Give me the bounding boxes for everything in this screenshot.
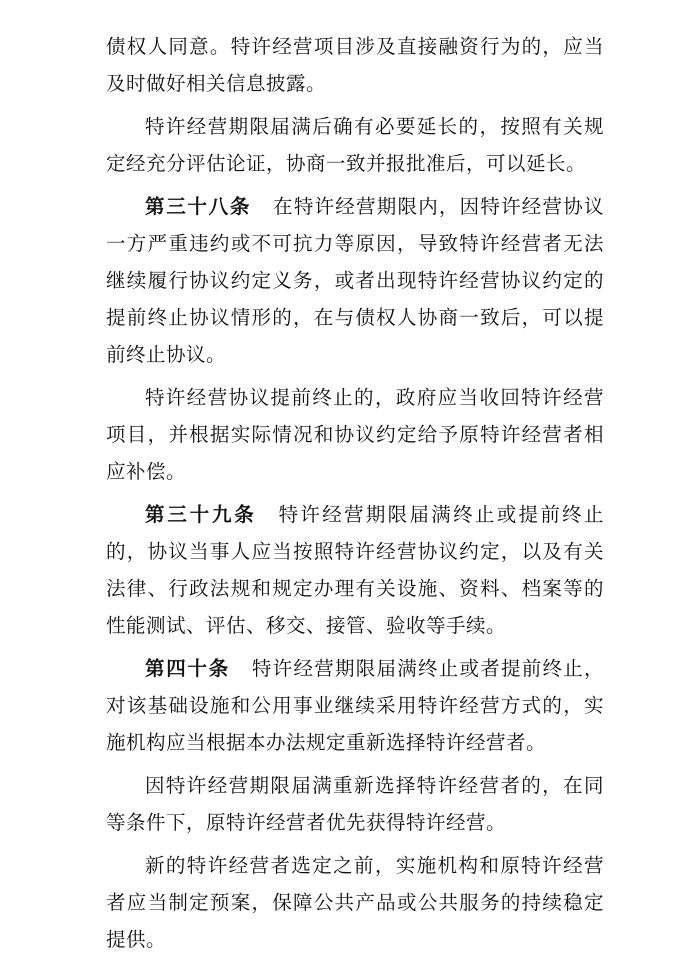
paragraph-text: 新的特许经营者选定之前，实施机构和原特许经营者应当制定预案，保障公共产品或公共服务的持续稳定提供。	[106, 854, 604, 951]
paragraph-priority	[106, 767, 604, 841]
article-38	[106, 188, 604, 373]
paragraph-text: 特许经营期限届满终止或者提前终止，对该基础设施和公用事业继续采用特许经营方式的，实施机构应当根据本办法规定重新选择特许经营者。	[106, 657, 604, 754]
paragraph-text: 因特许经营期限届满重新选择特许经营者的，在同等条件下，原特许经营者优先获得特许经营。	[106, 774, 604, 834]
paragraph-text: 特许经营期限届满后确有必要延长的，按照有关规定经充分评估论证，协商一致并报批准后，可以延长。	[106, 115, 604, 175]
paragraph-early-termination	[106, 379, 604, 490]
article-40	[106, 650, 604, 761]
article-heading: 第四十条	[145, 657, 230, 680]
paragraph-extension	[106, 108, 604, 182]
paragraph-text: 特许经营协议提前终止的，政府应当收回特许经营项目，并根据实际情况和协议约定给予原特许经营者相应补偿。	[106, 386, 604, 483]
paragraph-text: 债权人同意。特许经营项目涉及直接融资行为的，应当及时做好相关信息披露。	[106, 35, 604, 95]
article-heading: 第三十八条	[145, 195, 252, 218]
paragraph-contingency	[106, 847, 604, 958]
paragraph-text: 特许经营期限届满终止或提前终止的，协议当事人应当按照特许经营协议约定，以及有关法律、行政法规和规定办理有关设施、资料、档案等的性能测试、评估、移交、接管、验收等手续。	[106, 503, 604, 637]
article-39	[106, 496, 604, 644]
article-heading: 第三十九条	[145, 503, 257, 526]
paragraph-continuation	[106, 28, 604, 102]
paragraph-text: 在特许经营期限内，因特许经营协议一方严重违约或不可抗力等原因，导致特许经营者无法继续履行协议约定义务，或者出现特许经营协议约定的提前终止协议情形的，在与债权人协商一致后，可以提前终止协议。	[106, 195, 604, 366]
